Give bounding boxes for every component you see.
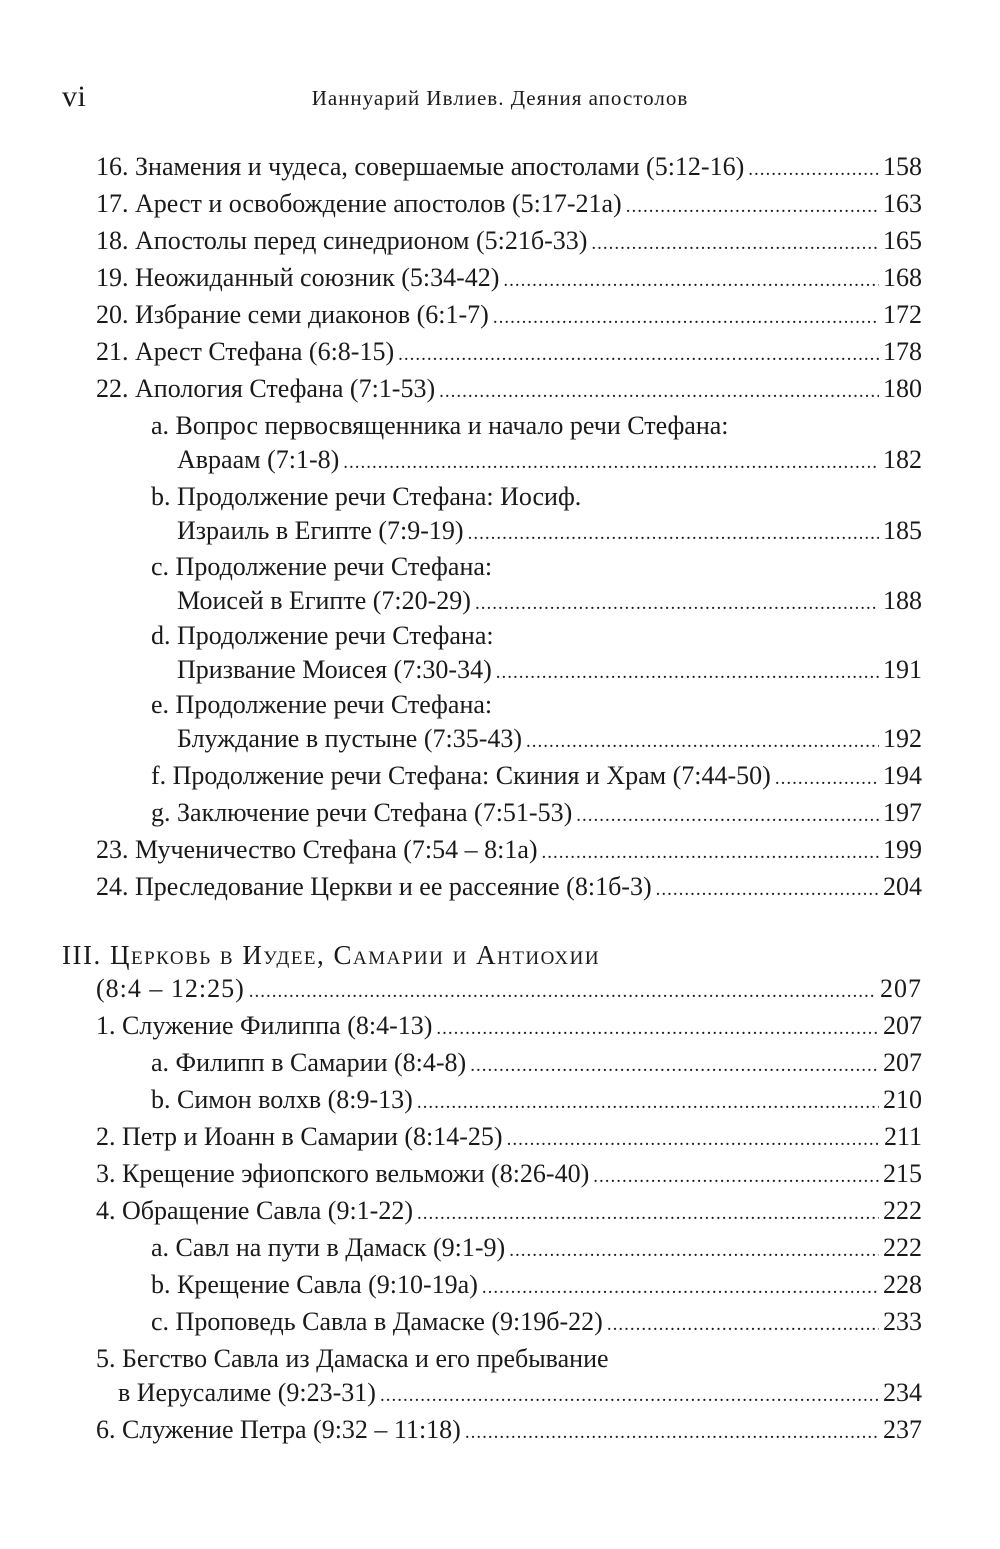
toc-entry-title: а. Савл на пути в Дамаск (9:1-9) xyxy=(151,1233,506,1262)
toc-entry-title: Израиль в Египте (7:9-19) xyxy=(177,516,464,545)
toc-entry-title: Моисей в Египте (7:20-29) xyxy=(177,586,471,615)
leader-dots xyxy=(507,1123,880,1157)
toc-entry-title: 6. Служение Петра (9:32 – 11:18) xyxy=(96,1415,461,1444)
section-heading-range xyxy=(96,972,922,1006)
leader-dots xyxy=(626,190,879,224)
toc-subentry-a-line1: а. Вопрос первосвященника и начало речи Стефана: xyxy=(151,411,729,440)
toc-subentry-c xyxy=(177,584,922,618)
toc-entry-page: 210 xyxy=(883,1085,922,1114)
toc-subentry-b xyxy=(177,514,922,548)
toc-entry-23 xyxy=(96,833,922,867)
toc-entry-title: 1. Служение Филиппа (8:4-13) xyxy=(96,1011,433,1040)
toc-entry-page: 178 xyxy=(883,337,922,366)
toc-entry-page: 228 xyxy=(883,1270,922,1299)
leader-dots xyxy=(417,1197,879,1231)
leader-dots xyxy=(465,1416,879,1450)
toc-subentry-c-line1: с. Продолжение речи Стефана: xyxy=(151,552,493,581)
toc-subentry-e-line1: е. Продолжение речи Стефана: xyxy=(151,690,493,719)
toc-entry-title: (8:4 – 12:25) xyxy=(96,974,245,1003)
leader-dots xyxy=(436,1012,879,1046)
toc-entry-16 xyxy=(96,150,922,184)
toc-subentry-g xyxy=(151,796,922,830)
leader-dots xyxy=(748,153,879,187)
toc-entry-title: в Иерусалиме (9:23-31) xyxy=(118,1378,376,1407)
toc-subentry-d-line1: d. Продолжение речи Стефана: xyxy=(151,621,494,650)
toc-entry-1 xyxy=(96,1009,922,1043)
toc-subentry-1b xyxy=(151,1083,922,1117)
toc-subentry-4b xyxy=(151,1268,922,1302)
toc-entry-20 xyxy=(96,298,922,332)
toc-entry-page: 188 xyxy=(883,586,922,615)
toc-subentry-a xyxy=(177,443,922,477)
toc-entry-title: Авраам (7:1-8) xyxy=(177,445,340,474)
toc-entry-page: 222 xyxy=(883,1233,922,1262)
toc-subentry-4c xyxy=(151,1305,922,1339)
leader-dots xyxy=(398,338,879,372)
toc-entry-page: 180 xyxy=(883,374,922,403)
toc-entry-3 xyxy=(96,1157,922,1191)
running-title: Ианнуарий Ивлиев. Деяния апостолов xyxy=(311,86,689,110)
toc-entry-title: 16. Знамения и чудеса, совершаемые апостолами (5:12-16) xyxy=(96,152,745,181)
toc-entry-title: 24. Преследование Церкви и ее рассеяние (8:1б-3) xyxy=(96,872,652,901)
toc-entry-18 xyxy=(96,224,922,258)
toc-entry-title: 23. Мученичество Стефана (7:54 – 8:1а) xyxy=(96,835,538,864)
leader-dots xyxy=(439,375,879,409)
toc-entry-22 xyxy=(96,372,922,406)
toc-entry-page: 185 xyxy=(883,516,922,545)
leader-dots xyxy=(775,762,879,796)
toc-subentry-b-line1: b. Продолжение речи Стефана: Иосиф. xyxy=(151,482,582,511)
leader-dots xyxy=(542,836,879,870)
toc-entry-page: 237 xyxy=(883,1415,922,1444)
toc-entry-6 xyxy=(96,1413,922,1447)
toc-entry-19 xyxy=(96,261,922,295)
toc-entry-title: b. Крещение Савла (9:10-19а) xyxy=(151,1270,478,1299)
leader-dots xyxy=(593,1160,879,1194)
toc-entry-page: 222 xyxy=(883,1196,922,1225)
leader-dots xyxy=(343,446,879,480)
leader-dots xyxy=(509,1234,879,1268)
leader-dots xyxy=(470,1049,879,1083)
toc-entry-21 xyxy=(96,335,922,369)
toc-entry-title: 2. Петр и Иоанн в Самарии (8:14-25) xyxy=(96,1122,503,1151)
toc-subentry-f xyxy=(151,759,922,793)
toc-entry-title: 18. Апостолы перед синедрионом (5:21б-33) xyxy=(96,226,588,255)
toc-entry-title: b. Симон волхв (8:9-13) xyxy=(151,1085,413,1114)
leader-dots xyxy=(475,587,879,621)
toc-entry-page: 172 xyxy=(883,300,922,329)
toc-entry-page: 182 xyxy=(883,445,922,474)
leader-dots xyxy=(576,799,879,833)
toc-entry-24 xyxy=(96,870,922,904)
toc-entry-title: Блуждание в пустыне (7:35-43) xyxy=(177,724,523,753)
toc-entry-page: 165 xyxy=(883,226,922,255)
toc-entry-page: 204 xyxy=(883,872,922,901)
toc-entry-page: 207 xyxy=(883,1048,922,1077)
toc-entry-page: 215 xyxy=(883,1159,922,1188)
toc-entry-title: 17. Арест и освобождение апостолов (5:17-21а) xyxy=(96,189,622,218)
leader-dots xyxy=(607,1308,879,1342)
toc-entry-title: Призвание Моисея (7:30-34) xyxy=(177,655,492,684)
toc-entry-page: 233 xyxy=(883,1307,922,1336)
toc-entry-page: 207 xyxy=(880,974,922,1003)
toc-subentry-1a xyxy=(151,1046,922,1080)
toc-entry-title: с. Проповедь Савла в Дамаске (9:19б-22) xyxy=(151,1307,603,1336)
toc-subentry-4a xyxy=(151,1231,922,1265)
leader-dots xyxy=(591,227,879,261)
leader-dots xyxy=(526,725,879,759)
toc-entry-page: 191 xyxy=(883,655,922,684)
toc-entry-5-line1: 5. Бегство Савла из Дамаска и его пребывание xyxy=(96,1344,609,1373)
toc-entry-4 xyxy=(96,1194,922,1228)
toc-entry-2 xyxy=(96,1120,922,1154)
leader-dots xyxy=(380,1379,879,1413)
toc-entry-page: 234 xyxy=(883,1378,922,1407)
section-heading-title: III. Церковь в Иудее, Самарии и Антиохии xyxy=(62,940,601,970)
toc-entry-5 xyxy=(118,1376,922,1410)
toc-subentry-e xyxy=(177,722,922,756)
toc-entry-17 xyxy=(96,187,922,221)
leader-dots xyxy=(656,873,879,907)
section-heading xyxy=(62,937,600,973)
toc-entry-title: g. Заключение речи Стефана (7:51-53) xyxy=(151,798,573,827)
toc-entry-page: 194 xyxy=(883,761,922,790)
leader-dots xyxy=(496,656,879,690)
leader-dots xyxy=(468,517,879,551)
leader-dots xyxy=(482,1271,879,1305)
toc-entry-title: 20. Избрание семи диаконов (6:1-7) xyxy=(96,300,489,329)
toc-entry-page: 163 xyxy=(883,189,922,218)
toc-entry-page: 197 xyxy=(883,798,922,827)
toc-entry-page: 158 xyxy=(883,152,922,181)
toc-entry-page: 207 xyxy=(883,1011,922,1040)
toc-entry-page: 211 xyxy=(883,1122,922,1151)
toc-entry-page: 168 xyxy=(883,263,922,292)
page-number: vi xyxy=(62,80,87,113)
toc-subentry-d xyxy=(177,653,922,687)
toc-entry-title: 21. Арест Стефана (6:8-15) xyxy=(96,337,395,366)
toc-entry-page: 199 xyxy=(883,835,922,864)
leader-dots xyxy=(249,975,876,1009)
leader-dots xyxy=(503,264,879,298)
toc-entry-title: 19. Неожиданный союзник (5:34-42) xyxy=(96,263,500,292)
toc-entry-title: 3. Крещение эфиопского вельможи (8:26-40) xyxy=(96,1159,590,1188)
toc-entry-title: а. Филипп в Самарии (8:4-8) xyxy=(151,1048,467,1077)
toc-entry-title: 4. Обращение Савла (9:1-22) xyxy=(96,1196,414,1225)
toc-entry-page: 192 xyxy=(883,724,922,753)
toc-entry-title: f. Продолжение речи Стефана: Скиния и Храм (7:44-50) xyxy=(151,761,771,790)
toc-entry-title: 22. Апология Стефана (7:1-53) xyxy=(96,374,436,403)
leader-dots xyxy=(493,301,879,335)
leader-dots xyxy=(417,1086,879,1120)
